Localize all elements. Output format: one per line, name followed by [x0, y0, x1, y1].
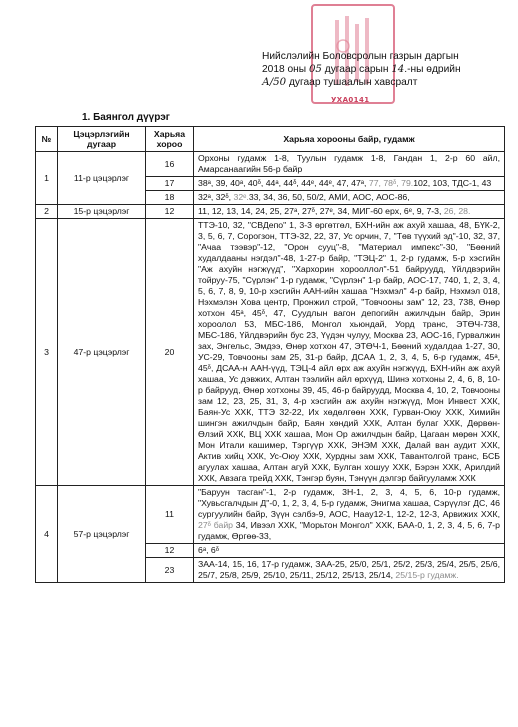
khoroo-number: 17: [146, 177, 194, 191]
address-cell: ТТЭ-10, 32, "СВДепо" 1, 3-3 өргөтгөл, БХН-ийн аж ахуй хашаа, 48, БҮК-2, 3, 5, 6, 7, Сорогзон, ТТЭ-32, 22, 37, Ус орчин, 7, "Төв түүхий эд"-10, 32, 37, "Ачаа тээвэр"-12, "Орон сууц"-8, "Материал импекс"-30, "Бөөний худалдааны нэгдэл"-48, 1-27-р байр, "ТЭЦ-2" 1, 2-р гудамж, 5-р хэсгийн "Аж ахуйн нэгжүүд", "Хархорин хорооллол"-51 байруудд, Үйлдвэрийн тойруу-75, "Сүрлэн" 1-р гудамж, "Сүрлэн" 1-р байр, АОС-17, 740, 1, 2, 3, 4, 5, 6, 7, 8, 9, 10-р хэсгийн ААН-ийн хашаа "Нэхмэл" 4-р байр, Нэхмэл 018, Нэхмэлэн Хова центр, Пронжил строй, "Товчооны зам" 12, 23, 738, Өнөр хотхон 45ᵃ, 45ᵟ, 47, Суудлын вагон депогийн ажилчдын байр, Эрин хороолол 53, МБС-186, Монгол хьюндай, Уорд транс, ЭТӨЧ-738, МБС-186, Үйлдвэрийн бус 23, Үүдэн чулуу, Москва 23, АОС-16, Гурвалжин зах, Энгельс, Эмдээ, Өнөр хотхон 47, ЭТӨЧ-1, Бөөний худалдаа 1-27, 30, УС-29, Товчооны зам 25, 31-р байр, ДСАА 1, 2, 3, 4, 5, 6-р гудамж, 45ᵃ, 45ᵟ, ДСАА-н ААН-үүд, ТЭЦ-4 айл өрх аж ахуйн нэгжүүд, БХН-ийн аж ахуй хашаа, Ус дэвжих, Алтан тээлийн айл өрхүүд, Шинэ хотхоны 2, 4, 6, 8, 10-р байрууд, Өнөр хотхоны 39, 45, 46-р байруудд, Москва 4, 10, 2, Товчооны зам 12, 23, 25, 31, 3, 4-р хэсгийн аж ахуйн нэгжүүд, Мон Инвест ХХК, Баян-Ус ХХК, ТТЭ 32-22, Их хөдөлгөөн ХХК, Гурван-Оюу ХХК, Химийн шингэн ажилчдын байр, Баян хөндий ХХК, Алтан булаг ХХК, Дөрвөн-Өлзий ХХК, ВЦ ХХК хашаа, Мон Ор ажилчдын байр, Цагаан мөрөн ХХК, Мон Итали кашимер, Тэргүүр ХХК, ЭНЭМ ХХК, Далай ван аудит ХХК, Актив хийц ХХК, Ус-Оюу ХХК, Хурдны зам ХХК, Тавантолгой транс, БСБ агуулах хашаа, Алтан агуй ХХК, Булган хошуу ХХК, Бэрэн ХХК, Арилдий ХХК, Авзага трейд ХХК, Тэнгэр буян, Тэнүүн дэлгэр байгууламж ХХК: [194, 219, 505, 486]
section-title: 1. Баянгол дүүрэг: [82, 112, 170, 123]
address-cell: ЗАА-14, 15, 16, 17-р гудамж, ЗАА-25, 25/0, 25/1, 25/2, 25/3, 25/4, 25/5, 25/6, 25/7, 25/8, 25/9, 25/10, 25/11, 25/12, 25/13, 25/14, 25/15-р гудамж.: [194, 558, 505, 583]
khoroo-number: 18: [146, 191, 194, 205]
kindergarten-name: 15-р цэцэрлэг: [58, 205, 146, 219]
khoroo-number: 23: [146, 558, 194, 583]
table-row: [36, 486, 505, 544]
row-number: 2: [36, 205, 58, 219]
khoroo-number: 11: [146, 486, 194, 544]
handwritten-day: 14: [391, 64, 405, 75]
col-header-khoroo: Харьяа хороо: [146, 127, 194, 152]
row-number: 1: [36, 152, 58, 205]
document-header: [262, 50, 512, 89]
address-cell: 38ᵃ, 39, 40ᵃ, 40ᵟ, 44ᵃ, 44ᵟ, 44ᵉ, 44ᵉ, 47, 47ᵃ, 77, 78ᵟ, 79.102, 103, ТДС-1, 43: [194, 177, 505, 191]
handwritten-month: 05: [308, 64, 322, 75]
row-number: 4: [36, 486, 58, 583]
address-cell: Орхоны гудамж 1-8, Туулын гудамж 1-8, Гандан 1, 2-р 60 айл, Амарсанаагийн 56-р байр: [194, 152, 505, 177]
stamp-id: УХА0141: [331, 96, 370, 104]
kindergarten-name: 47-р цэцэрлэг: [58, 219, 146, 486]
address-cell: 6ᵃ, 6ᵟ: [194, 544, 505, 558]
header-line-1: Нийслэлийн Боловсролын газрын даргын: [262, 51, 459, 62]
address-cell: 11, 12, 13, 14, 24, 25, 27ᵃ, 27ᵟ, 27ᵉ, 34, МИГ-60 ерх, 6ᵉ, 9, 7-3, 26, 28.: [194, 205, 505, 219]
table-header-row: [36, 127, 505, 152]
table-row: [36, 152, 505, 177]
col-header-address: Харьяа хорооны байр, гудамж: [194, 127, 505, 152]
header-line-3: А/50 дугаар тушаалын хавсралт: [262, 77, 418, 88]
khoroo-number: 20: [146, 219, 194, 486]
row-number: 3: [36, 219, 58, 486]
khoroo-number: 12: [146, 205, 194, 219]
kindergarten-name: 57-р цэцэрлэг: [58, 486, 146, 583]
khoroo-number: 16: [146, 152, 194, 177]
table-row: [36, 219, 505, 486]
header-line-2: 2018 оны 05 дугаар сарын 14.-ны өдрийн: [262, 64, 461, 75]
col-header-no: №: [36, 127, 58, 152]
handwritten-order-number: А/50: [262, 77, 287, 88]
address-cell: "Баруун тасган"-1, 2-р гудамж, 3Н-1, 2, 3, 4, 5, 6, 10-р гудамж, "Хувьсгалчдын Д"-0, 1, 2, 3, 4, 5-р гудамж, Энигма хашаа, Сэрүүлэг ДС, 46 сургуулийн байр, Зүүн сэлбэ-9, АОС, Наау12-1, 12-2, 12-3, Арвижих ХХК, 27ᵟ байр 34, Ивээл ХХК, "Морьтон Монгол" ХХК, БАА-0, 1, 2, 3, 4, 5, 6, 7-р гудамж, Өргөө-33,: [194, 486, 505, 544]
col-header-kindergarten: Цэцэрлэгийн дугаар: [58, 127, 146, 152]
kindergarten-table: [35, 126, 505, 583]
address-cell: 32ᵃ, 32ᵟ, 32ᵉ.33, 34, 36, 50, 50/2, АМИ, АОС, АОС-86,: [194, 191, 505, 205]
khoroo-number: 12: [146, 544, 194, 558]
table-row: [36, 205, 505, 219]
kindergarten-name: 11-р цэцэрлэг: [58, 152, 146, 205]
